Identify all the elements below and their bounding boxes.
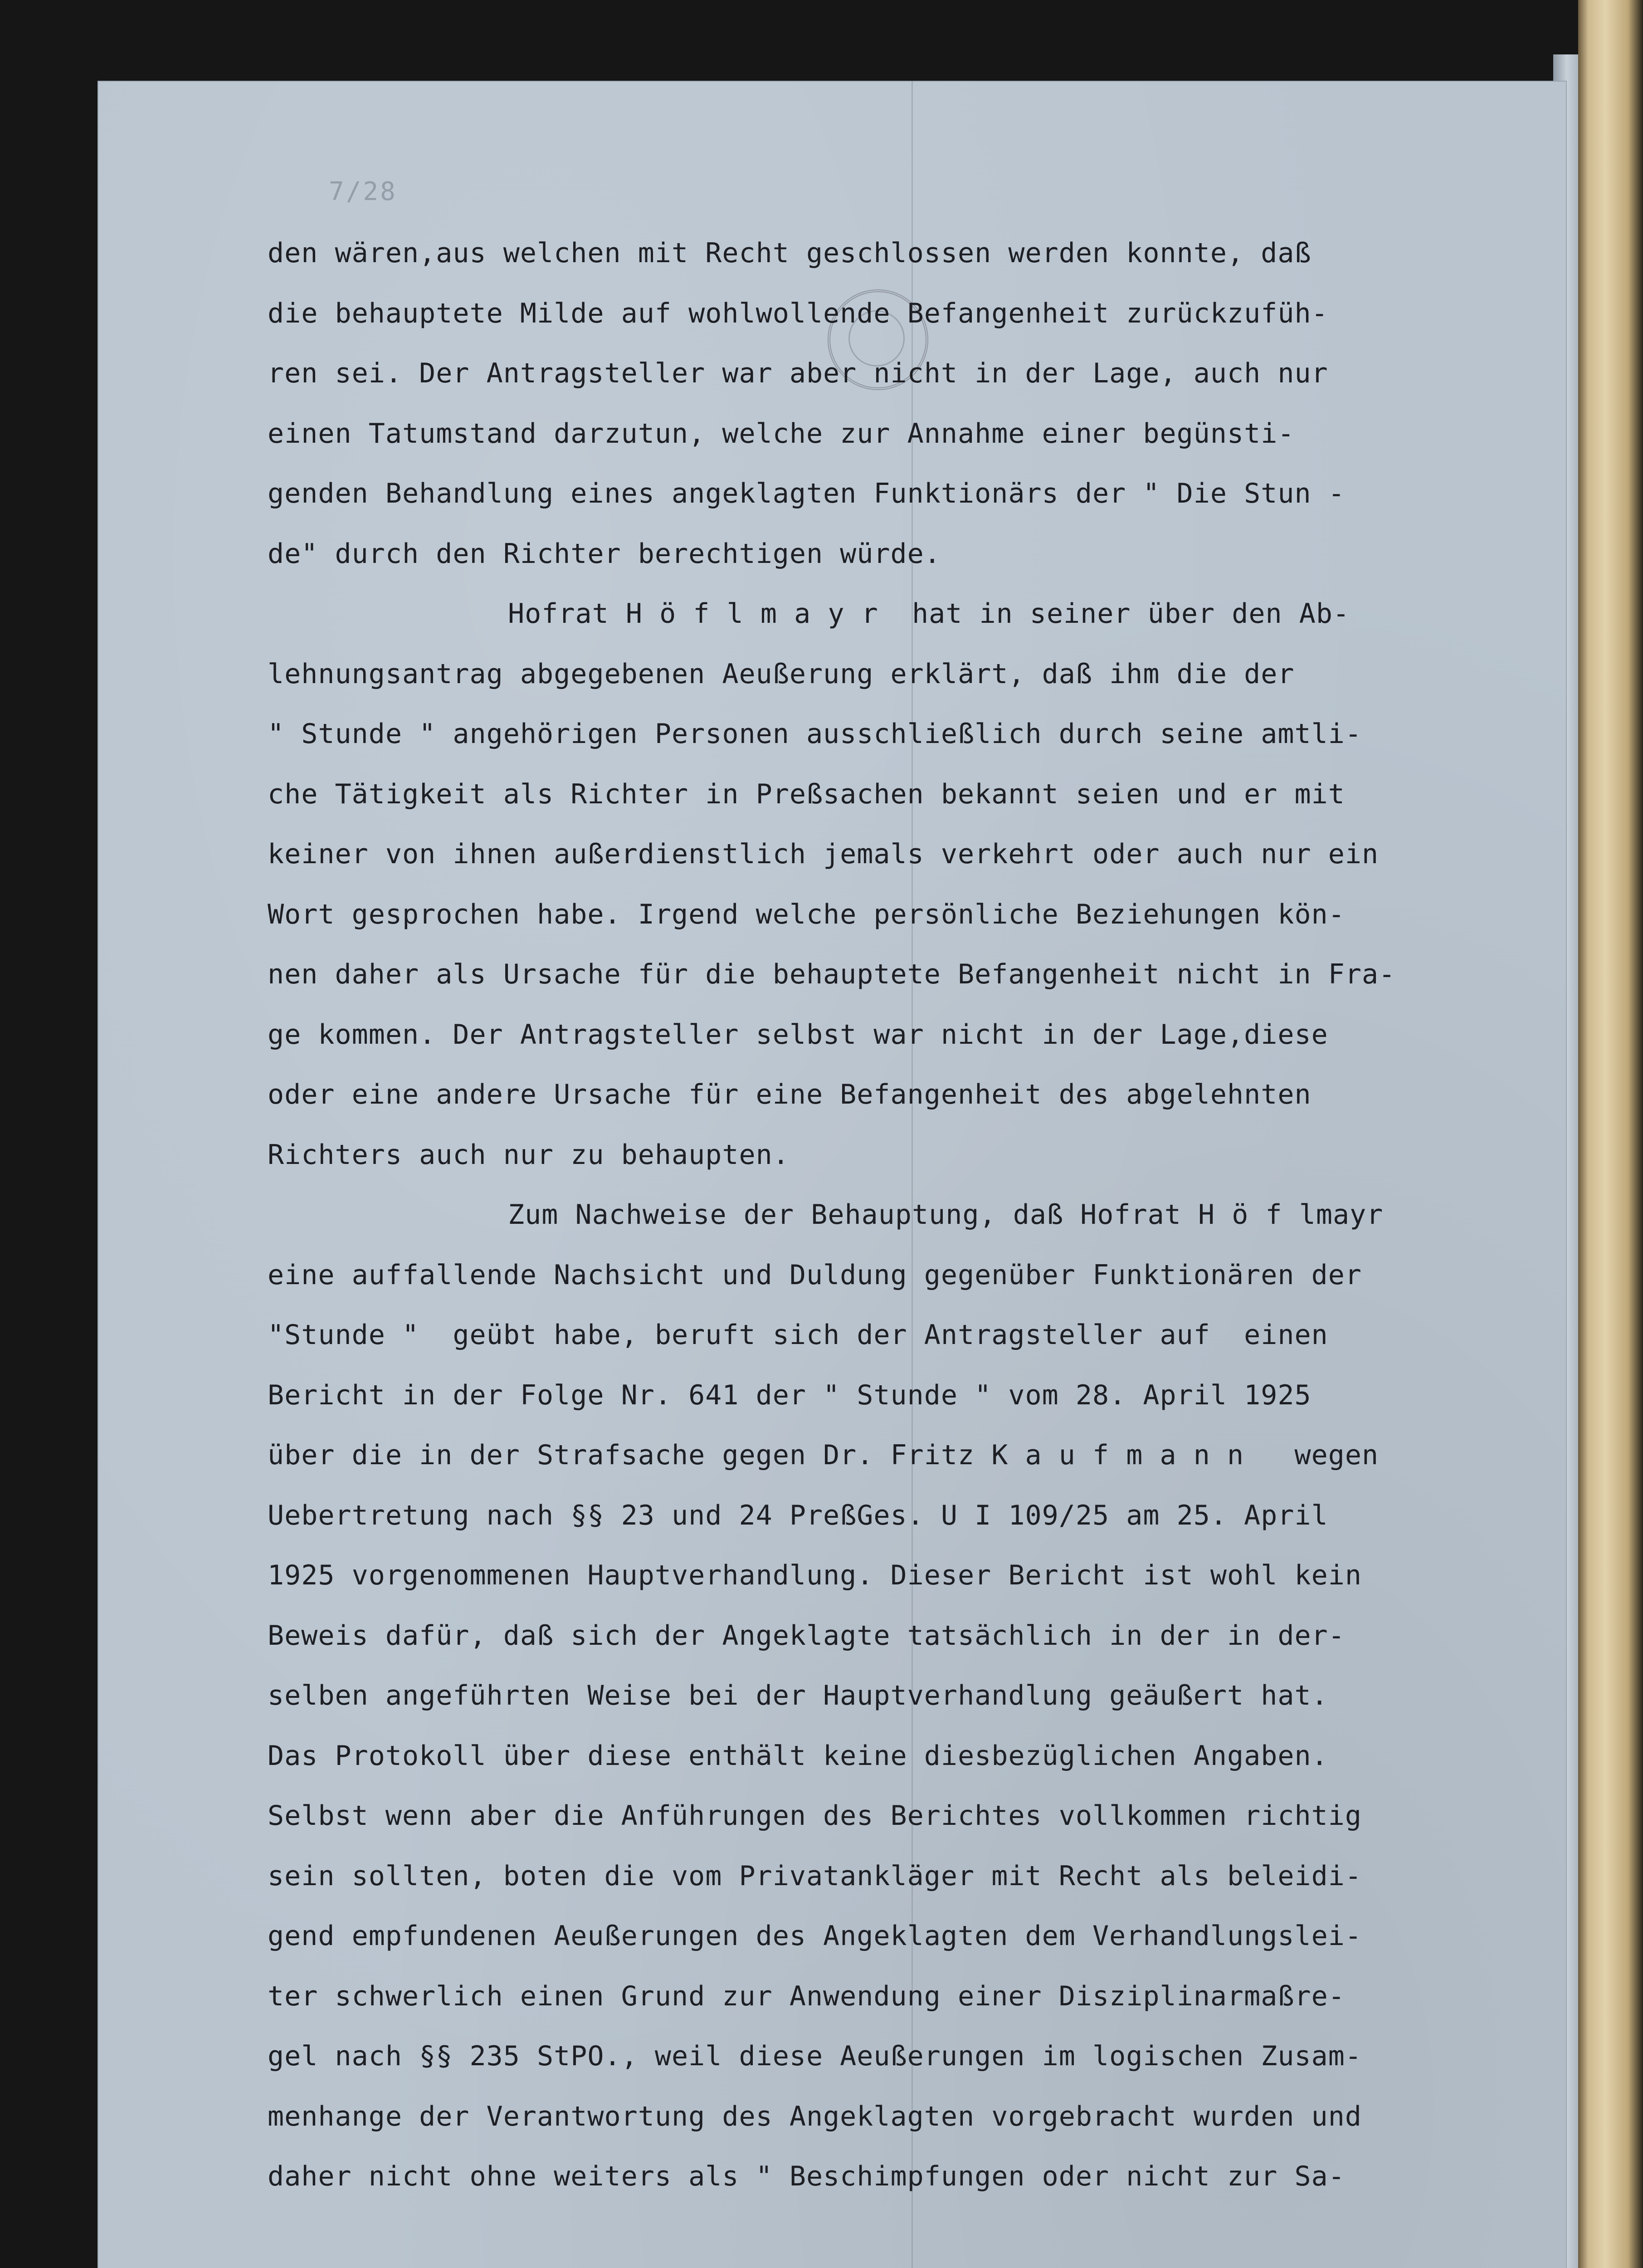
binding-edge	[1578, 0, 1643, 2268]
text-line: einen Tatumstand darzutun, welche zur Annahme einer begünsti-	[268, 417, 1295, 450]
text-line: gel nach §§ 235 StPO., weil diese Aeußerungen im logischen Zusam-	[268, 2040, 1362, 2072]
text-line: den wären,aus welchen mit Recht geschlossen werden konnte, daß	[268, 237, 1311, 269]
text-line: ter schwerlich einen Grund zur Anwendung einer Disziplinarmaßre-	[268, 1980, 1345, 2012]
text-line: de" durch den Richter berechtigen würde.	[268, 538, 941, 570]
text-line: selben angeführten Weise bei der Hauptverhandlung geäußert hat.	[268, 1680, 1328, 1711]
text-line: Hofrat H ö f l m a y r hat in seiner über den Ab-	[508, 598, 1350, 630]
text-line: Das Protokoll über diese enthält keine diesbezüglichen Angaben.	[268, 1740, 1328, 1772]
text-line: oder eine andere Ursache für eine Befangenheit des abgelehnten	[268, 1079, 1311, 1110]
text-line: daher nicht ohne weiters als " Beschimpfungen oder nicht zur Sa-	[268, 2160, 1345, 2192]
text-line: ge kommen. Der Antragsteller selbst war nicht in der Lage,diese	[268, 1018, 1328, 1051]
text-line: nen daher als Ursache für die behauptete Befangenheit nicht in Fra-	[268, 958, 1396, 990]
text-line: che Tätigkeit als Richter in Preßsachen bekannt seien und er mit	[268, 778, 1345, 810]
text-line: eine auffallende Nachsicht und Duldung gegenüber Funktionären der	[268, 1259, 1362, 1291]
text-line: lehnungsantrag abgegebenen Aeußerung erklärt, daß ihm die der	[268, 658, 1295, 690]
text-line: Selbst wenn aber die Anführungen des Berichtes vollkommen richtig	[268, 1800, 1362, 1832]
text-line: " Stunde " angehörigen Personen ausschließlich durch seine amtli-	[268, 718, 1362, 750]
text-line: die behauptete Milde auf wohlwollende Befangenheit zurückzufüh-	[268, 297, 1328, 329]
text-line: über die in der Strafsache gegen Dr. Fritz K a u f m a n n wegen	[268, 1439, 1379, 1471]
text-line: "Stunde " geübt habe, beruft sich der Antragsteller auf einen	[268, 1319, 1328, 1351]
text-line: menhange der Verantwortung des Angeklagten vorgebracht wurden und	[268, 2100, 1362, 2132]
text-line: Bericht in der Folge Nr. 641 der " Stunde " vom 28. April 1925	[268, 1379, 1311, 1411]
text-line: 1925 vorgenommenen Hauptverhandlung. Dieser Bericht ist wohl kein	[268, 1559, 1362, 1591]
text-line: Beweis dafür, daß sich der Angeklagte tatsächlich in der in der-	[268, 1619, 1345, 1652]
text-line: Wort gesprochen habe. Irgend welche persönliche Beziehungen kön-	[268, 898, 1345, 930]
text-line: sein sollten, boten die vom Privatankläger mit Recht als beleidi-	[268, 1860, 1362, 1892]
text-line: keiner von ihnen außerdienstlich jemals verkehrt oder auch nur ein	[268, 838, 1379, 870]
text-line: genden Behandlung eines angeklagten Funktionärs der " Die Stun -	[268, 478, 1345, 509]
text-line: gend empfundenen Aeußerungen des Angeklagten dem Verhandlungslei-	[268, 1920, 1362, 1952]
faint-page-number: 7/28	[329, 177, 397, 206]
text-line: Richters auch nur zu behaupten.	[268, 1139, 790, 1171]
text-line: Uebertretung nach §§ 23 und 24 PreßGes. U I 109/25 am 25. April	[268, 1499, 1328, 1531]
text-line: ren sei. Der Antragsteller war aber nicht in der Lage, auch nur	[268, 357, 1328, 389]
text-line: Zum Nachweise der Behauptung, daß Hofrat H ö f lmayr	[508, 1199, 1384, 1231]
